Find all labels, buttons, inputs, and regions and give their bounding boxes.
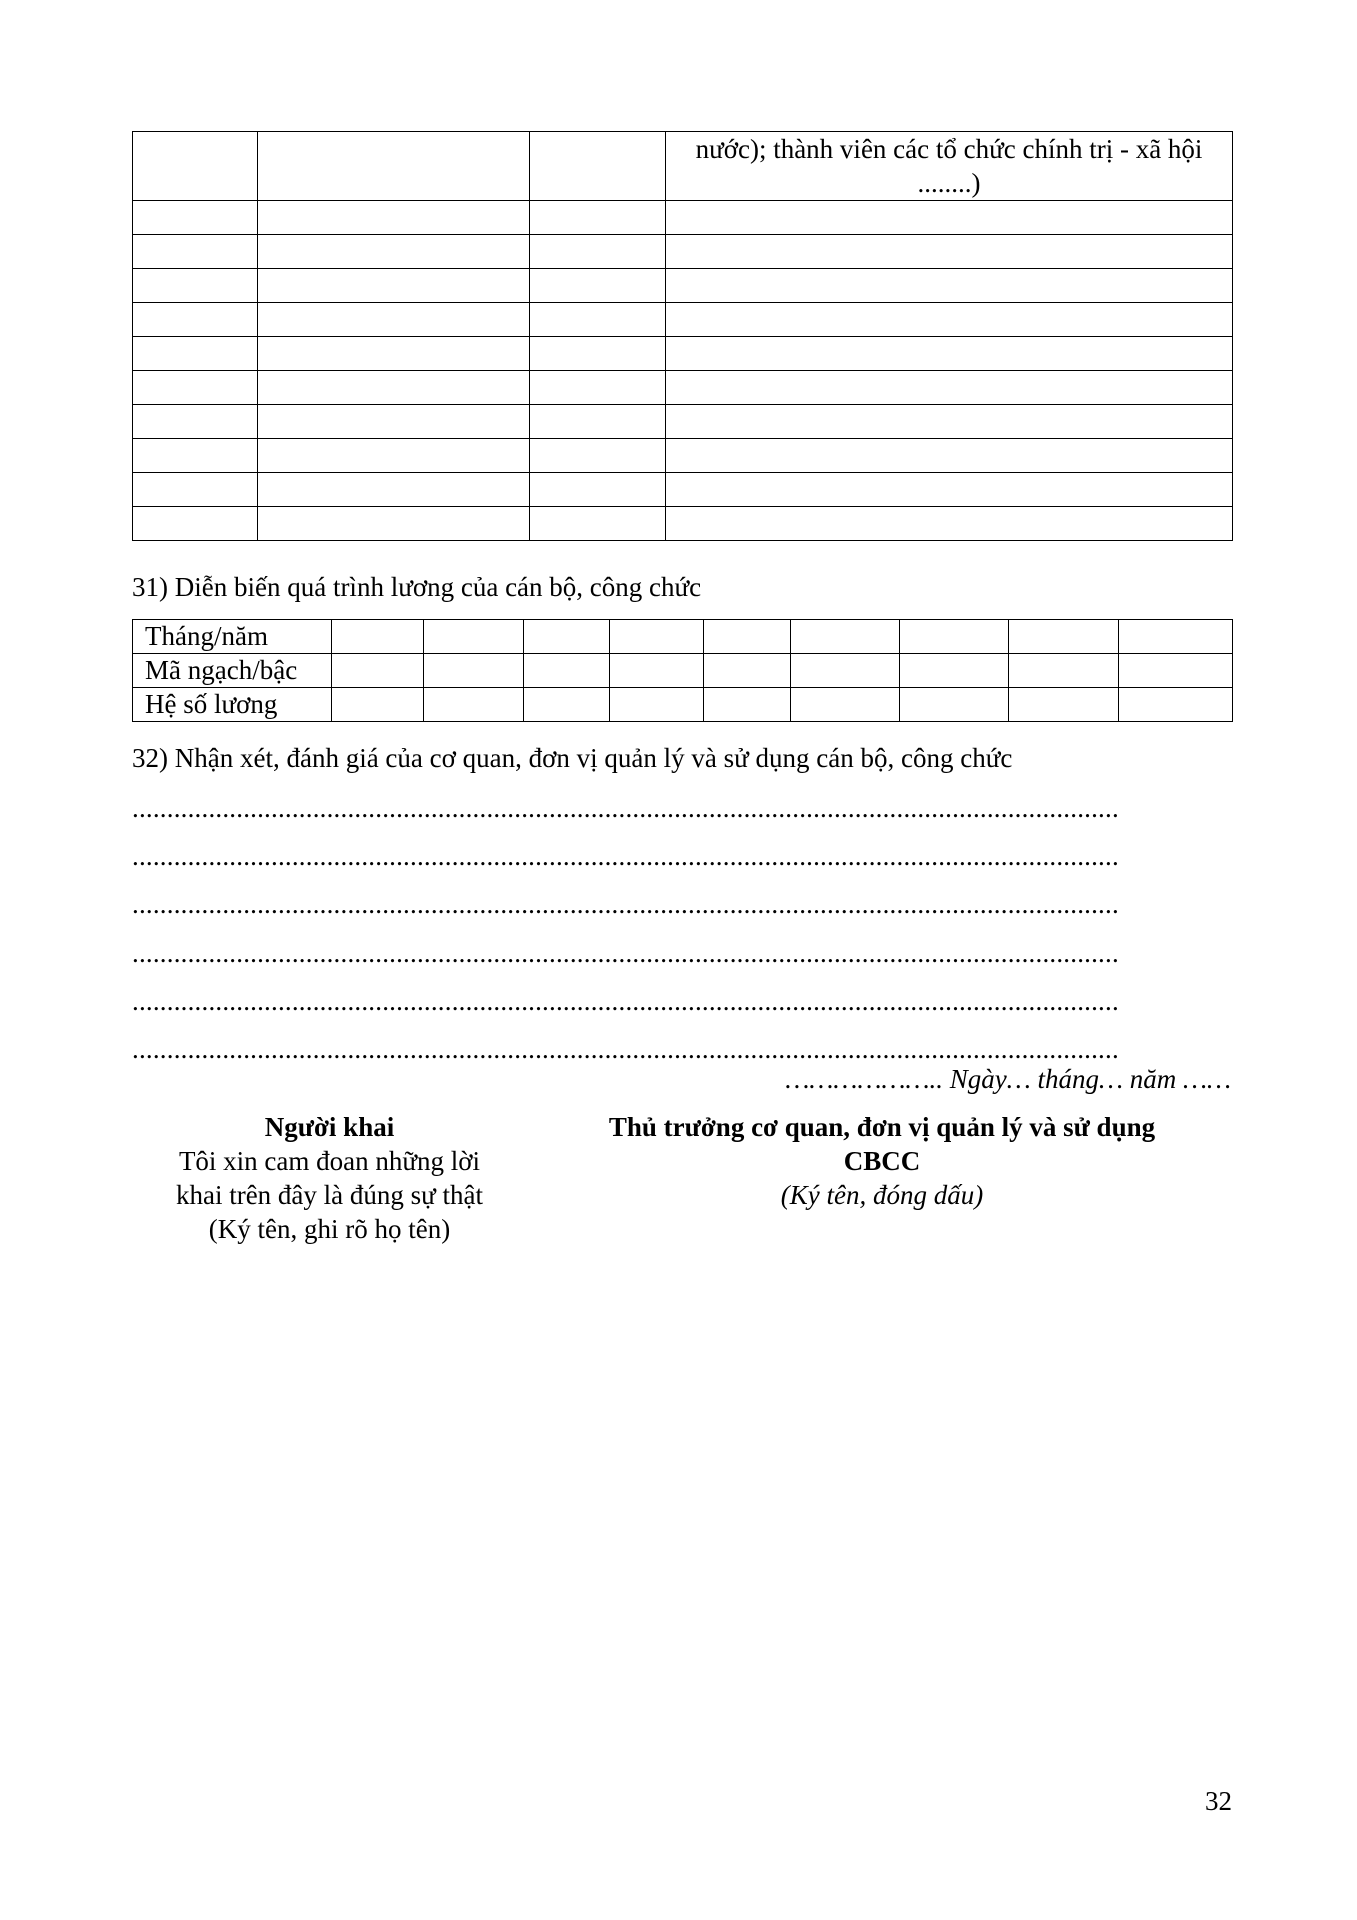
table-cell[interactable] bbox=[524, 620, 610, 654]
dotted-answer-line[interactable]: .............................................................................................................................................. bbox=[132, 841, 1119, 871]
table-cell[interactable] bbox=[332, 688, 424, 722]
table-cell[interactable] bbox=[704, 654, 791, 688]
page-number: 32 bbox=[1205, 1786, 1232, 1816]
table-row bbox=[133, 507, 1233, 541]
table-cell[interactable] bbox=[332, 620, 424, 654]
table-cell[interactable] bbox=[332, 654, 424, 688]
table-cell[interactable] bbox=[791, 654, 900, 688]
head-title-line: CBCC bbox=[843, 1146, 921, 1176]
dotted-answer-line[interactable]: .............................................................................................................................................. bbox=[132, 986, 1119, 1016]
table-cell[interactable] bbox=[530, 405, 666, 439]
declaration-line: Tôi xin cam đoan những lời bbox=[178, 1146, 481, 1176]
table-cell[interactable] bbox=[424, 620, 524, 654]
table-cell[interactable] bbox=[666, 473, 1233, 507]
table-cell[interactable] bbox=[133, 337, 258, 371]
table-cell[interactable] bbox=[666, 269, 1233, 303]
table-cell[interactable] bbox=[530, 337, 666, 371]
table-row bbox=[133, 405, 1233, 439]
table-cell[interactable] bbox=[666, 303, 1233, 337]
table-cell[interactable] bbox=[258, 303, 530, 337]
table-row bbox=[133, 473, 1233, 507]
table-cell[interactable] bbox=[610, 654, 704, 688]
declarant-signature-block bbox=[132, 1110, 527, 1246]
section-31-heading: 31) Diễn biến quá trình lương của cán bộ, công chức bbox=[132, 572, 702, 602]
declaration-line: khai trên đây là đúng sự thật bbox=[175, 1180, 484, 1210]
membership-table bbox=[132, 131, 1233, 541]
table-cell[interactable] bbox=[133, 303, 258, 337]
table-cell[interactable] bbox=[530, 507, 666, 541]
table-row bbox=[133, 337, 1233, 371]
date-line: ……………….. Ngày… tháng… năm …… bbox=[785, 1064, 1231, 1094]
dotted-answer-line[interactable]: .............................................................................................................................................. bbox=[132, 1034, 1119, 1064]
table-cell[interactable] bbox=[530, 439, 666, 473]
row-label-salary-coefficient: Hệ số lương bbox=[133, 688, 332, 722]
table-cell[interactable] bbox=[530, 269, 666, 303]
table-row bbox=[133, 235, 1233, 269]
table-cell[interactable] bbox=[530, 371, 666, 405]
table-cell[interactable] bbox=[133, 201, 258, 235]
table-cell[interactable] bbox=[666, 439, 1233, 473]
table-cell[interactable] bbox=[258, 132, 530, 201]
dotted-answer-line[interactable]: .............................................................................................................................................. bbox=[132, 793, 1119, 823]
table-cell[interactable] bbox=[704, 688, 791, 722]
dotted-answer-line[interactable]: .............................................................................................................................................. bbox=[132, 889, 1119, 919]
table-cell[interactable] bbox=[530, 132, 666, 201]
table-cell[interactable] bbox=[133, 473, 258, 507]
table-row bbox=[133, 371, 1233, 405]
table-cell[interactable] bbox=[666, 235, 1233, 269]
table-cell[interactable] bbox=[900, 688, 1009, 722]
table-cell[interactable] bbox=[133, 235, 258, 269]
row-label-grade-code: Mã ngạch/bậc bbox=[133, 654, 332, 688]
table-cell[interactable] bbox=[258, 337, 530, 371]
table-cell[interactable] bbox=[424, 654, 524, 688]
table-row bbox=[133, 688, 1233, 722]
table-cell[interactable] bbox=[133, 269, 258, 303]
table-cell[interactable] bbox=[424, 688, 524, 722]
table-row bbox=[133, 654, 1233, 688]
table-cell[interactable] bbox=[524, 654, 610, 688]
table-cell[interactable] bbox=[258, 269, 530, 303]
table-cell[interactable] bbox=[524, 688, 610, 722]
table-row bbox=[133, 269, 1233, 303]
table-cell[interactable] bbox=[900, 620, 1009, 654]
table-cell[interactable] bbox=[791, 688, 900, 722]
table-cell[interactable] bbox=[258, 473, 530, 507]
table-cell[interactable] bbox=[530, 235, 666, 269]
table-cell[interactable] bbox=[530, 201, 666, 235]
table-cell[interactable] bbox=[258, 201, 530, 235]
table-cell[interactable] bbox=[530, 473, 666, 507]
table-cell[interactable] bbox=[666, 337, 1233, 371]
table-cell[interactable] bbox=[666, 201, 1233, 235]
signature-instruction: (Ký tên, ghi rõ họ tên) bbox=[208, 1214, 451, 1244]
section-32-heading: 32) Nhận xét, đánh giá của cơ quan, đơn vị quản lý và sử dụng cán bộ, công chức bbox=[132, 743, 1013, 773]
table-cell[interactable] bbox=[666, 405, 1233, 439]
table-row bbox=[133, 132, 1233, 201]
table-cell[interactable] bbox=[791, 620, 900, 654]
table-cell[interactable] bbox=[258, 235, 530, 269]
table-cell[interactable] bbox=[610, 688, 704, 722]
table-cell[interactable] bbox=[1009, 620, 1119, 654]
table-cell[interactable] bbox=[133, 439, 258, 473]
declarant-title: Người khai bbox=[264, 1112, 395, 1142]
table-cell[interactable] bbox=[704, 620, 791, 654]
table-cell[interactable] bbox=[258, 439, 530, 473]
table-row bbox=[133, 303, 1233, 337]
head-title-line: Thủ trưởng cơ quan, đơn vị quản lý và sử dụng bbox=[608, 1112, 1156, 1142]
table-cell[interactable] bbox=[133, 507, 258, 541]
table-cell[interactable] bbox=[1009, 654, 1119, 688]
row-label-month-year: Tháng/năm bbox=[133, 620, 332, 654]
table-cell[interactable] bbox=[900, 654, 1009, 688]
table-cell[interactable] bbox=[133, 132, 258, 201]
table-cell[interactable] bbox=[258, 507, 530, 541]
table-row bbox=[133, 620, 1233, 654]
table-cell[interactable] bbox=[666, 507, 1233, 541]
table-cell[interactable] bbox=[1119, 688, 1233, 722]
table-cell[interactable] bbox=[610, 620, 704, 654]
table-cell-text: nước); thành viên các tổ chức chính trị - xã hội ........) bbox=[666, 132, 1233, 201]
table-cell[interactable] bbox=[133, 371, 258, 405]
table-cell[interactable] bbox=[258, 405, 530, 439]
head-of-agency-signature-block bbox=[562, 1110, 1202, 1212]
signature-instruction: (Ký tên, đóng dấu) bbox=[780, 1180, 984, 1210]
salary-history-table bbox=[132, 619, 1233, 722]
table-cell[interactable] bbox=[1009, 688, 1119, 722]
table-cell[interactable] bbox=[666, 371, 1233, 405]
dotted-answer-line[interactable]: .............................................................................................................................................. bbox=[132, 938, 1119, 968]
table-cell[interactable] bbox=[258, 371, 530, 405]
table-cell[interactable] bbox=[530, 303, 666, 337]
table-row bbox=[133, 201, 1233, 235]
table-row bbox=[133, 439, 1233, 473]
table-cell[interactable] bbox=[1119, 620, 1233, 654]
table-cell[interactable] bbox=[133, 405, 258, 439]
table-cell[interactable] bbox=[1119, 654, 1233, 688]
